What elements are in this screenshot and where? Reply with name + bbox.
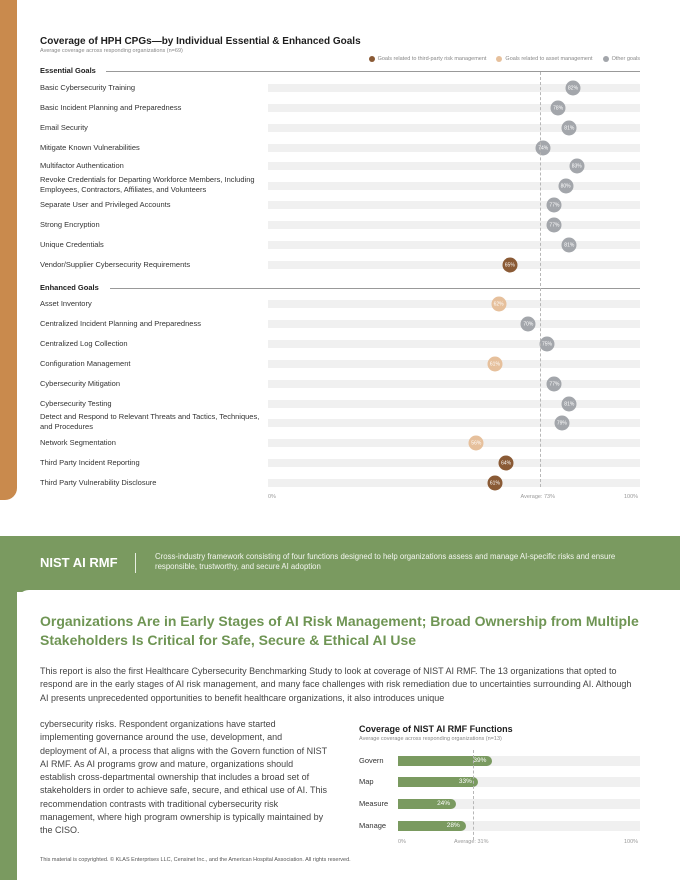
goal-track bbox=[268, 320, 640, 328]
goal-value-marker: 61% bbox=[487, 357, 502, 372]
article-headline: Organizations Are in Early Stages of AI Risk Management; Broad Ownership from Multiple Stakeholders Is Critical for Safe, Secure & Ethical AI Use bbox=[40, 613, 639, 648]
legend-label: Goals related to asset management bbox=[505, 56, 593, 62]
goal-label: Configuration Management bbox=[40, 359, 131, 368]
goal-label: Cybersecurity Mitigation bbox=[40, 379, 121, 388]
article-paragraph-left: cybersecurity risks. Respondent organizations have started implementing governance around the use, development, and deployment of AI, a process that aligns with the Govern function of NIST AI RMF. As AI programs grow and mature, organizations should establish cross-departmental ownership that includes a broad set of stakeholders in order to achieve safe, secure, and ethical use of AI. This recommendation contrasts with traditional cybersecurity risk management, where high program ownership is typically maintained by the CISO. bbox=[40, 719, 327, 836]
goal-label: Third Party Incident Reporting bbox=[40, 458, 140, 467]
chart-title: Coverage of HPH CPGs—by Individual Essential & Enhanced Goals bbox=[40, 36, 361, 47]
section-rule bbox=[106, 71, 640, 72]
average-line bbox=[473, 750, 474, 840]
left-accent-bar bbox=[0, 0, 17, 500]
nist-banner-description: Cross-industry framework consisting of four functions designed to help organizations assess and manage AI-specific risks and ensure responsible, trustworthy, and secure AI adoption bbox=[155, 552, 616, 571]
goal-track bbox=[268, 300, 640, 308]
function-value-label: 24% bbox=[437, 800, 451, 807]
axis-max-label: 100% bbox=[624, 494, 639, 500]
goal-label: Centralized Log Collection bbox=[40, 339, 128, 348]
goal-label: Unique Credentials bbox=[40, 240, 104, 249]
function-label: Manage bbox=[359, 821, 387, 830]
goal-label: Separate User and Privileged Accounts bbox=[40, 200, 171, 209]
nist-chart-title: Coverage of NIST AI RMF Functions bbox=[359, 724, 513, 734]
goal-track bbox=[268, 479, 640, 487]
goal-label: Network Segmentation bbox=[40, 438, 116, 447]
function-label: Measure bbox=[359, 799, 389, 808]
goal-track bbox=[268, 400, 640, 408]
goal-value-marker: 80% bbox=[558, 179, 573, 194]
banner-divider bbox=[135, 553, 136, 573]
goal-label: Vendor/Supplier Cybersecurity Requirements bbox=[40, 260, 191, 269]
section-rule bbox=[110, 288, 640, 289]
article-paragraph-top: This report is also the first Healthcare Cybersecurity Benchmarking Study to look at coverage of NIST AI RMF. The 13 organizations that opted to respond are in the early stages of AI risk management, and many face challenges with risk remediation due to uncertainties surrounding AI. Although AI presents unprecedented opportunities to benefit healthcare organizations, it also introduces unique bbox=[40, 666, 632, 703]
goal-label: Strong Encryption bbox=[40, 220, 100, 229]
axis-average-label: Average: 73% bbox=[520, 494, 555, 500]
goal-label: Asset Inventory bbox=[40, 299, 92, 308]
chart-subtitle: Average coverage across responding organizations (n=69) bbox=[40, 48, 183, 54]
legend-dot-icon bbox=[496, 56, 502, 62]
essential-goals-heading bbox=[40, 66, 640, 78]
goal-label: Cybersecurity Testing bbox=[40, 399, 112, 408]
goal-track bbox=[268, 84, 640, 92]
goal-value-marker: 82% bbox=[566, 81, 581, 96]
goal-label: Revoke Credentials for Departing Workforce Members, Including Employees, Contractors, Affiliates, and Volunteers bbox=[40, 175, 255, 194]
legend-label: Other goals bbox=[611, 56, 640, 62]
nist-banner-title: NIST AI RMF bbox=[40, 555, 118, 570]
legend-label: Goals related to third-party risk management bbox=[377, 56, 487, 62]
goal-track bbox=[268, 439, 640, 447]
goal-value-marker: 64% bbox=[499, 456, 514, 471]
legend-item-other bbox=[603, 56, 640, 62]
green-side-bar bbox=[0, 590, 17, 880]
goal-track bbox=[268, 124, 640, 132]
goal-value-marker: 56% bbox=[469, 436, 484, 451]
legend-dot-icon bbox=[603, 56, 609, 62]
axis-min-label: 0% bbox=[398, 839, 406, 845]
goal-value-marker: 70% bbox=[521, 317, 536, 332]
axis-min-label: 0% bbox=[268, 494, 276, 500]
goal-value-marker: 79% bbox=[554, 416, 569, 431]
goal-value-marker: 81% bbox=[562, 397, 577, 412]
goal-value-marker: 77% bbox=[547, 377, 562, 392]
goal-track bbox=[268, 261, 640, 269]
goal-label: Multifactor Authentication bbox=[40, 161, 124, 170]
goal-value-marker: 83% bbox=[569, 159, 584, 174]
goal-track bbox=[268, 104, 640, 112]
goal-value-marker: 78% bbox=[551, 101, 566, 116]
goal-value-marker: 65% bbox=[502, 258, 517, 273]
goal-label: Mitigate Known Vulnerabilities bbox=[40, 143, 140, 152]
goal-value-marker: 75% bbox=[540, 337, 555, 352]
goal-track bbox=[268, 201, 640, 209]
legend-item-third-party bbox=[369, 56, 487, 62]
goal-value-marker: 61% bbox=[487, 476, 502, 491]
goal-label: Third Party Vulnerability Disclosure bbox=[40, 478, 157, 487]
goal-value-marker: 81% bbox=[562, 238, 577, 253]
goal-label: Email Security bbox=[40, 123, 88, 132]
goal-value-marker: 77% bbox=[547, 198, 562, 213]
goal-label: Centralized Incident Planning and Preparedness bbox=[40, 319, 201, 328]
axis-average-label: Average: 31% bbox=[454, 839, 489, 845]
goal-label: Basic Incident Planning and Preparedness bbox=[40, 103, 182, 112]
goal-track bbox=[268, 419, 640, 427]
section-heading-label: Essential Goals bbox=[40, 66, 96, 75]
goal-value-marker: 62% bbox=[491, 297, 506, 312]
goal-track bbox=[268, 360, 640, 368]
legend-dot-icon bbox=[369, 56, 375, 62]
goal-track bbox=[268, 144, 640, 152]
legend-item-asset bbox=[496, 56, 592, 62]
goal-track bbox=[268, 221, 640, 229]
goal-label: Basic Cybersecurity Training bbox=[40, 83, 136, 92]
function-label: Map bbox=[359, 777, 374, 786]
goal-value-marker: 74% bbox=[536, 141, 551, 156]
goal-label: Detect and Respond to Relevant Threats and Tactics, Techniques, and Procedures bbox=[40, 412, 260, 431]
enhanced-goals-heading bbox=[40, 283, 640, 295]
function-value-label: 39% bbox=[473, 757, 487, 764]
goal-value-marker: 77% bbox=[547, 218, 562, 233]
goal-value-marker: 81% bbox=[562, 121, 577, 136]
function-label: Govern bbox=[359, 756, 384, 765]
goal-track bbox=[268, 340, 640, 348]
goal-track bbox=[268, 241, 640, 249]
chart-legend bbox=[369, 56, 640, 62]
goal-track bbox=[268, 380, 640, 388]
goal-track bbox=[268, 459, 640, 467]
function-value-label: 28% bbox=[446, 822, 460, 829]
average-line bbox=[540, 72, 541, 487]
section-heading-label: Enhanced Goals bbox=[40, 283, 99, 292]
goals-coverage-chart-header bbox=[40, 36, 640, 62]
function-value-label: 33% bbox=[458, 778, 472, 785]
goal-track bbox=[268, 182, 640, 190]
nist-chart-subtitle: Average coverage across responding organizations (n=13) bbox=[359, 736, 502, 742]
copyright-footer: This material is copyrighted. © KLAS Enterprises LLC, Censinet Inc., and the American Hospital Association. All rights reserved. bbox=[40, 857, 351, 863]
axis-max-label: 100% bbox=[624, 839, 639, 845]
